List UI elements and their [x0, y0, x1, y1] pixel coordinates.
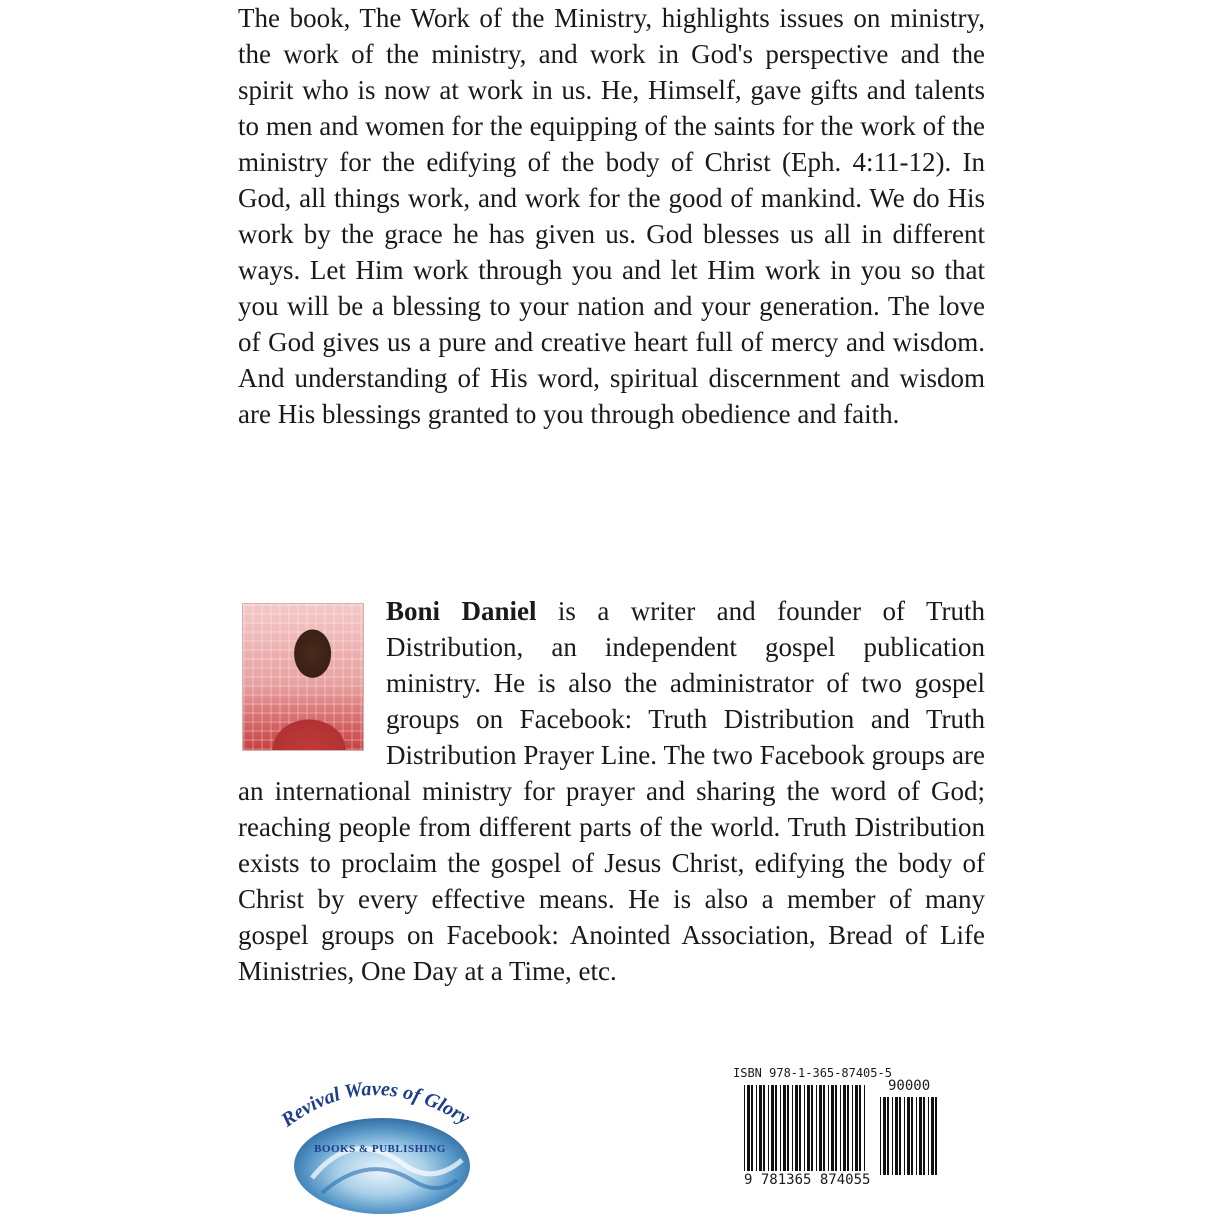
barcode-bar — [828, 1085, 829, 1171]
barcode-bar — [931, 1097, 934, 1175]
barcode-bar — [780, 1085, 781, 1171]
isbn-label: ISBN 978-1-365-87405-5 — [733, 1066, 892, 1080]
barcode-bar — [823, 1085, 825, 1171]
barcode-bar — [819, 1085, 822, 1171]
barcode-bar — [799, 1085, 801, 1171]
barcode-bar — [911, 1097, 913, 1175]
author-name: Boni Daniel — [386, 596, 537, 626]
barcode-bar — [895, 1097, 898, 1175]
barcode-bar — [904, 1097, 905, 1175]
barcode-bar — [928, 1097, 929, 1175]
barcode-bar — [744, 1085, 745, 1171]
barcode-bar — [840, 1085, 841, 1171]
publisher-name: Revival Waves of Glory — [277, 1077, 474, 1132]
barcode-bar — [759, 1085, 762, 1171]
barcode-bar — [756, 1085, 757, 1171]
barcode-bar — [751, 1085, 753, 1171]
barcode-bar — [811, 1085, 813, 1171]
barcode-bar — [787, 1085, 789, 1171]
barcode-bar — [883, 1097, 886, 1175]
publisher-logo — [272, 1068, 482, 1218]
barcode-bar — [783, 1085, 786, 1171]
barcode-bar — [892, 1097, 893, 1175]
barcode-bar — [899, 1097, 901, 1175]
barcode-bar — [864, 1085, 865, 1171]
author-photo — [242, 603, 364, 751]
author-bio-text: is a writer and founder of Truth Distribution, an independent gospel publication ministry. He is also the administrator of two gospel groups on Facebook: Truth Distribution and Truth Distribution Prayer Line. The two Facebook groups are an international ministry for prayer and sharing the word of God; reaching people from different parts of the world. Truth Distribution exists to proclaim the gospel of Jesus Christ, edifying the body of Christ by every effective means. He is also a member of many gospel groups on Facebook: Anointed Association, Bread of Life Ministries, One Day at a Time, etc. — [238, 596, 985, 986]
publisher-subline: Books & Publishing — [314, 1143, 446, 1155]
barcode-bar — [763, 1085, 765, 1171]
barcode-bar — [855, 1085, 858, 1171]
barcode-bar — [747, 1085, 750, 1171]
barcode-digits: 9 781365 874055 — [744, 1172, 871, 1188]
barcode-bar — [880, 1097, 881, 1175]
barcode-bar — [771, 1085, 774, 1171]
barcode-bar — [916, 1097, 917, 1175]
barcode-bar — [847, 1085, 849, 1171]
book-description: The book, The Work of the Ministry, highlights issues on ministry, the work of the ministry, and work in God's perspective and the spirit who is now at work in us. He, Himself, gave gifts and talents to men and women for the equipping of the saints for the work of the ministry for the edifying of the body of Christ (Eph. 4:11-12). In God, all things work, and work for the good of mankind. We do His work by the grace he has given us. God blesses us all in different ways. Let Him work through you and let Him work in you so that you will be a blessing to your nation and your generation. The love of God gives us a pure and creative heart full of mercy and wisdom. And understanding of His word, spiritual discernment and wisdom are His blessings granted to you through obedience and faith. — [238, 3, 985, 429]
barcode-bar — [835, 1085, 837, 1171]
barcode-bar — [852, 1085, 853, 1171]
barcode-bar — [768, 1085, 769, 1171]
barcode-bar — [859, 1085, 861, 1171]
price-code: 90000 — [888, 1078, 931, 1094]
barcode-bar — [807, 1085, 810, 1171]
barcode-bar — [795, 1085, 798, 1171]
barcode-bar — [816, 1085, 817, 1171]
author-bio — [238, 593, 985, 989]
barcode-bar — [843, 1085, 846, 1171]
barcode-bar — [935, 1097, 937, 1175]
barcode-bar — [775, 1085, 777, 1171]
barcode-bar — [887, 1097, 889, 1175]
barcode-bar — [907, 1097, 910, 1175]
barcode-bar — [919, 1097, 922, 1175]
barcode-bar — [804, 1085, 805, 1171]
barcode-bar — [831, 1085, 834, 1171]
barcode-bar — [792, 1085, 793, 1171]
barcode-bar — [923, 1097, 925, 1175]
